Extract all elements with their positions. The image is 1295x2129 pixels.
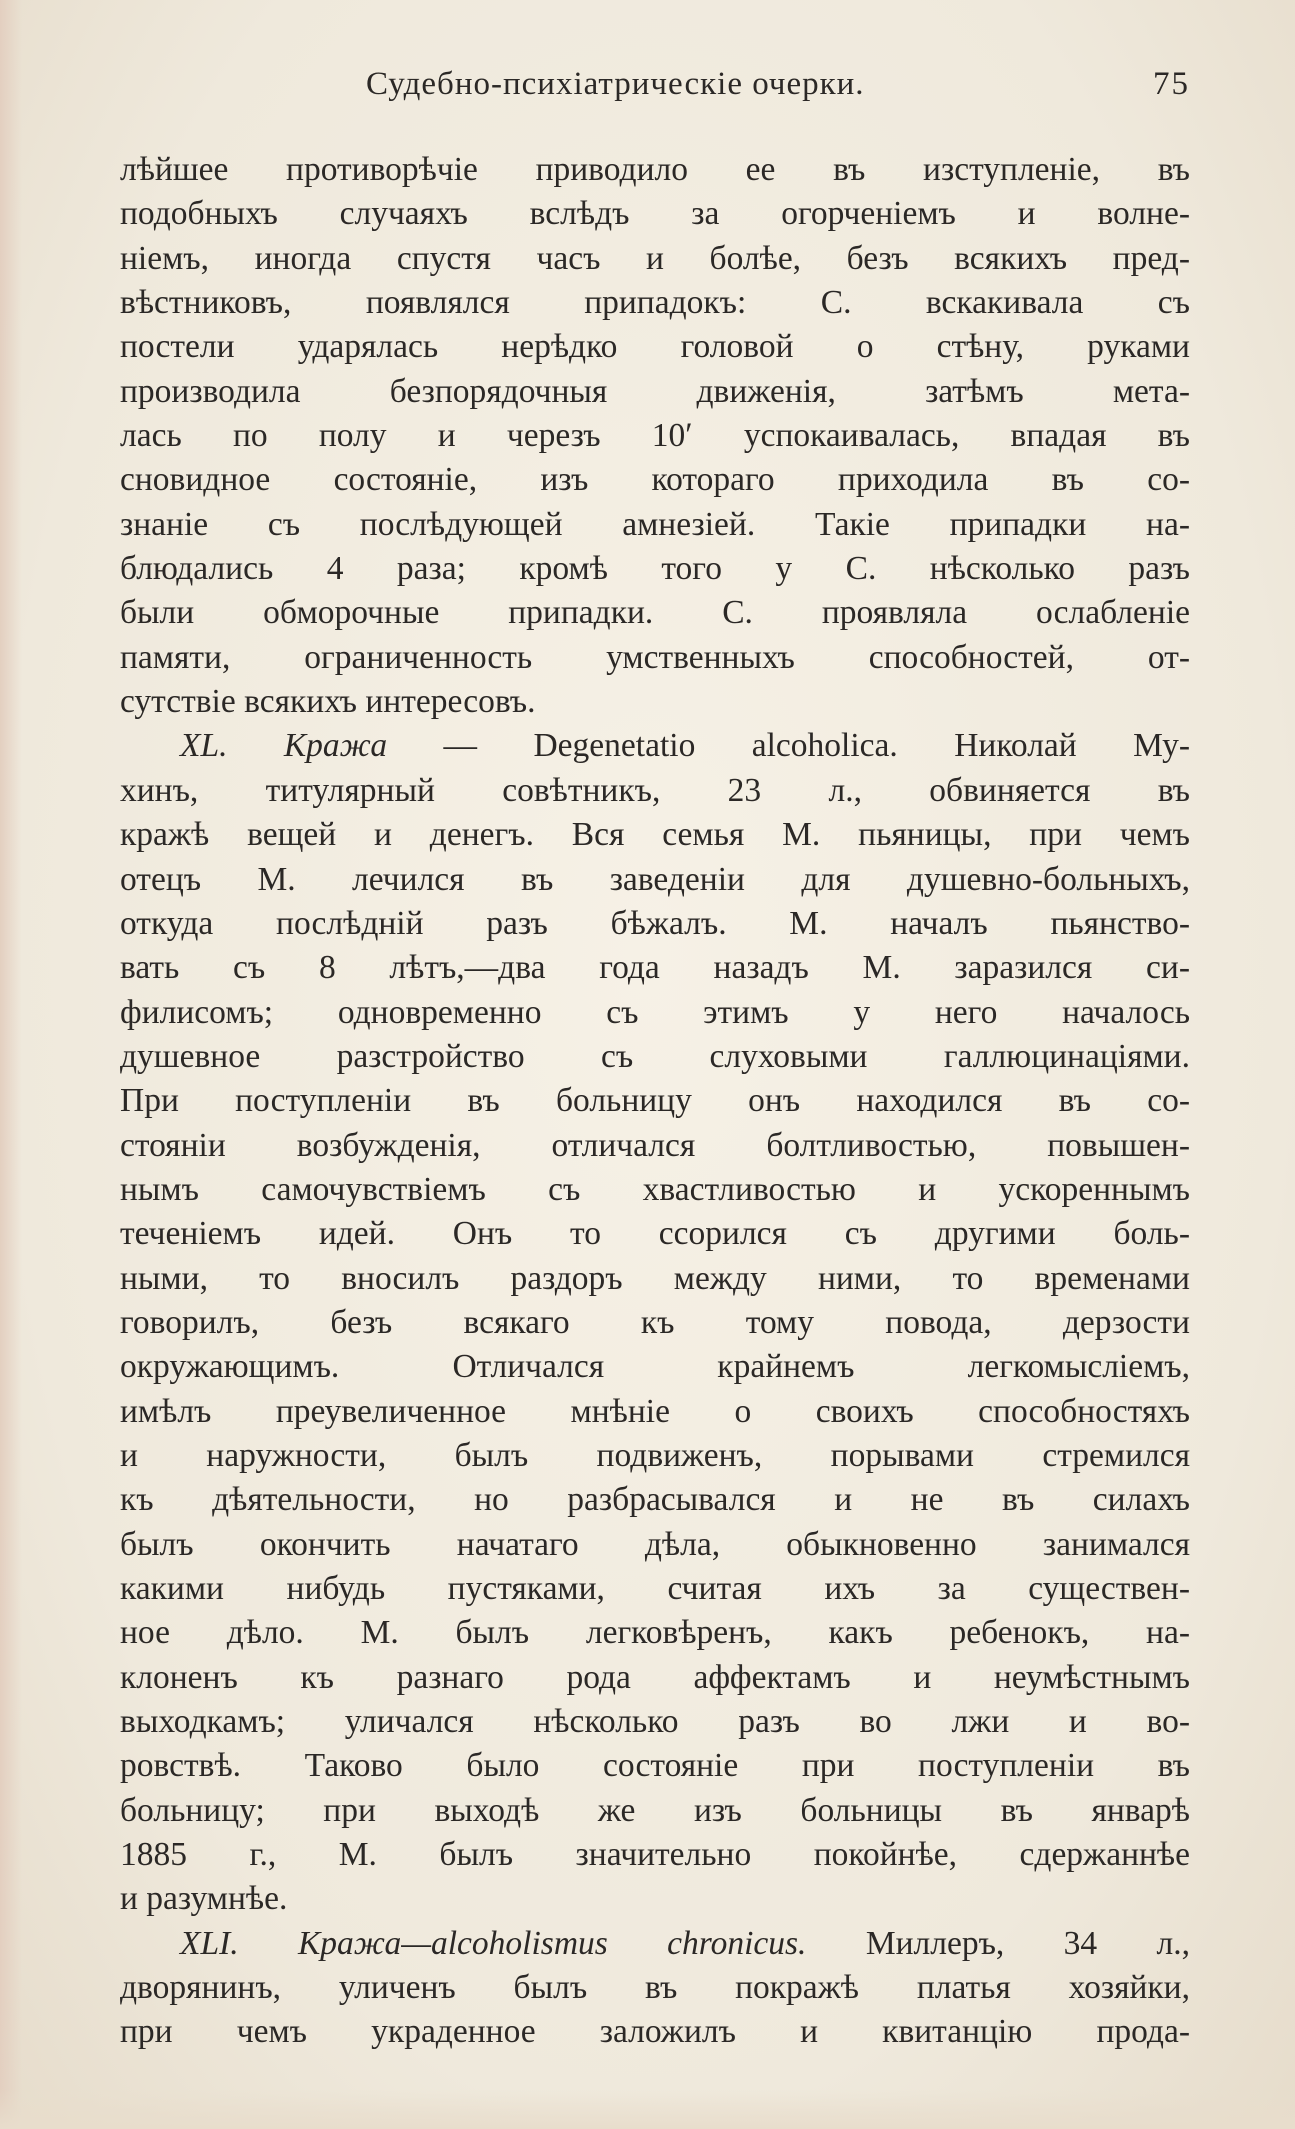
running-head: [120, 66, 1190, 114]
line-text: вать съ 8 лѣтъ,—два года назадъ М. заразился си-: [120, 949, 1190, 987]
line-text: теченіемъ идей. Онъ то ссорился съ другими боль-: [120, 1215, 1190, 1253]
text-line: [120, 858, 1190, 902]
line-text: блюдались 4 раза; кромѣ того у С. нѣсколько разъ: [120, 550, 1190, 588]
line-text: и разумнѣе.: [120, 1880, 288, 1918]
text-line: [120, 414, 1190, 458]
text-line: [120, 902, 1190, 946]
page-bottom-shadow: [0, 2089, 1295, 2129]
text-line: [120, 1390, 1190, 1434]
line-text: клоненъ къ разнаго рода аффектамъ и неумѣстнымъ: [120, 1658, 1190, 1696]
line-text: дворянинъ, уличенъ былъ въ покражѣ платья хозяйки,: [120, 1969, 1190, 2007]
line-text: ніемъ, иногда спустя часъ и болѣе, безъ всякихъ пред-: [120, 239, 1190, 277]
page-edge-shadow: [0, 0, 22, 2129]
text-line: [120, 1257, 1190, 1301]
line-text: отецъ М. лечился въ заведеніи для душевно-больныхъ,: [120, 860, 1190, 898]
text-line: [120, 1079, 1190, 1123]
running-title: Судебно-психіатрическіе очерки.: [366, 66, 865, 102]
line-text: при чемъ украденное заложилъ и квитанцію прода-: [120, 2013, 1190, 2051]
line-text: производила безпорядочныя движенія, затѣмъ мета-: [120, 372, 1190, 410]
line-text: стояніи возбужденія, отличался болтливостью, повышен-: [120, 1126, 1190, 1164]
line-text: памяти, ограниченность умственныхъ способностей, от-: [120, 638, 1190, 676]
line-text: больницу; при выходѣ же изъ больницы въ январѣ: [120, 1791, 1190, 1829]
line-text: 1885 г., М. былъ значительно покойнѣе, сдержаннѣе: [120, 1836, 1190, 1874]
line-text: подобныхъ случаяхъ вслѣдъ за огорченіемъ и волне-: [120, 195, 1190, 233]
line-text: знаніе съ послѣдующей амнезіей. Такіе припадки на-: [120, 505, 1190, 543]
line-text: Миллеръ, 34 л.,: [806, 1924, 1190, 1962]
line-text: нымъ самочувствіемъ съ хвастливостью и ускореннымъ: [120, 1170, 1190, 1208]
case-heading: XLI. Кража—alcoholismus chronicus.: [180, 1924, 807, 1962]
line-text: къ дѣятельности, но разбрасывался и не въ силахъ: [120, 1481, 1190, 1519]
text-line: [120, 1611, 1190, 1655]
line-text: филисомъ; одновременно съ этимъ у него началось: [120, 993, 1190, 1031]
text-line: [120, 1212, 1190, 1256]
text-line: [120, 1168, 1190, 1212]
text-line: [120, 813, 1190, 857]
line-text: откуда послѣдній разъ бѣжалъ. М. началъ пьянство-: [120, 904, 1190, 942]
line-text: лась по полу и черезъ 10ʹ успокаивалась, впадая въ: [120, 417, 1190, 455]
page-number: 75: [1153, 66, 1190, 102]
text-line: [120, 1656, 1190, 1700]
text-line: [120, 636, 1190, 680]
text-line: [120, 1345, 1190, 1389]
text-line: [120, 1124, 1190, 1168]
text-line: [120, 1301, 1190, 1345]
line-text: сновидное состояніе, изъ котораго приходила въ со-: [120, 461, 1190, 499]
text-line: [120, 1035, 1190, 1079]
text-line: [120, 1478, 1190, 1522]
text-line: [120, 1922, 1190, 1966]
line-text: выходкамъ; уличался нѣсколько разъ во лжи и во-: [120, 1703, 1190, 1741]
text-line: [120, 2010, 1190, 2054]
text-line: [120, 991, 1190, 1035]
text-line: [120, 1966, 1190, 2010]
line-text: и наружности, былъ подвиженъ, порывами стремился: [120, 1436, 1190, 1474]
text-line: [120, 370, 1190, 414]
text-line: [120, 325, 1190, 369]
text-line: [120, 1434, 1190, 1478]
text-line: [120, 1877, 1190, 1921]
body-text: [120, 148, 1190, 2055]
line-text: ными, то вносилъ раздоръ между ними, то временами: [120, 1259, 1190, 1297]
text-line: [120, 1833, 1190, 1877]
line-text: душевное разстройство съ слуховыми галлюцинаціями.: [120, 1037, 1190, 1075]
text-line: [120, 1744, 1190, 1788]
line-text: При поступленіи въ больницу онъ находился въ со-: [120, 1082, 1190, 1120]
text-line: [120, 1789, 1190, 1833]
text-line: [120, 1567, 1190, 1611]
line-text: говорилъ, безъ всякаго къ тому повода, дерзости: [120, 1303, 1190, 1341]
text-line: [120, 1523, 1190, 1567]
text-line: [120, 680, 1190, 724]
line-text: сутствіе всякихъ интересовъ.: [120, 683, 536, 721]
text-line: [120, 547, 1190, 591]
line-text: были обморочные припадки. С. проявляла ослабленіе: [120, 594, 1190, 632]
text-line: [120, 724, 1190, 768]
text-line: [120, 192, 1190, 236]
text-line: [120, 458, 1190, 502]
text-line: [120, 946, 1190, 990]
line-text: окружающимъ. Отличался крайнемъ легкомысліемъ,: [120, 1348, 1190, 1386]
line-text: былъ окончить начатаго дѣла, обыкновенно занимался: [120, 1525, 1190, 1563]
line-text: хинъ, титулярный совѣтникъ, 23 л., обвиняется въ: [120, 771, 1190, 809]
line-text: ровствѣ. Таково было состояніе при поступленіи въ: [120, 1747, 1190, 1785]
line-text: постели ударялась нерѣдко головой о стѣну, руками: [120, 328, 1190, 366]
line-text: ное дѣло. М. былъ легковѣренъ, какъ ребенокъ, на-: [120, 1614, 1190, 1652]
line-text: лѣйшее противорѣчіе приводило ее въ изступленіе, въ: [120, 151, 1190, 188]
line-text: кражѣ вещей и денегъ. Вся семья М. пьяницы, при чемъ: [120, 816, 1190, 854]
text-line: [120, 1700, 1190, 1744]
text-line: [120, 281, 1190, 325]
text-line: [120, 769, 1190, 813]
case-heading: XL. Кража: [180, 727, 388, 765]
text-line: [120, 591, 1190, 635]
text-line: [120, 237, 1190, 281]
line-text: какими нибудь пустяками, считая ихъ за существен-: [120, 1570, 1190, 1607]
text-line: [120, 148, 1190, 192]
line-text: вѣстниковъ, появлялся припадокъ: С. вскакивала съ: [120, 284, 1190, 322]
text-line: [120, 503, 1190, 547]
line-text: — Degenetatio alcoholica. Николай Му-: [387, 727, 1190, 765]
line-text: имѣлъ преувеличенное мнѣніе о своихъ способностяхъ: [120, 1392, 1190, 1430]
